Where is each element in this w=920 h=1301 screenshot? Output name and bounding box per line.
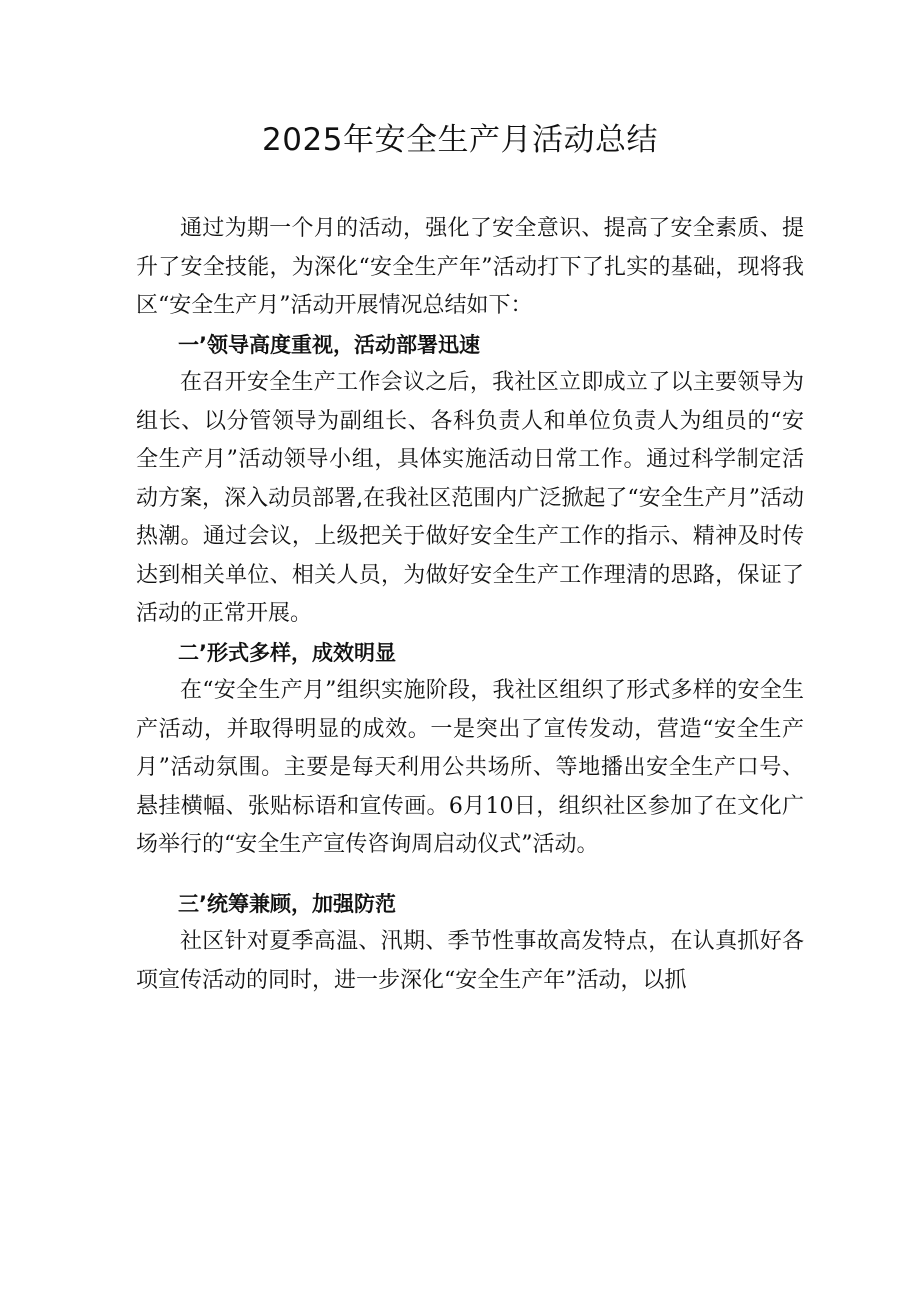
intro-paragraph: 通过为期一个月的活动，强化了安全意识、提高了安全素质、提升了安全技能，为深化“安全生产年”活动打下了扎实的基础，现将我区“安全生产月”活动开展情况总结如下： — [136, 216, 804, 318]
section-heading-3: 三’统筹兼顾，加强防范 — [178, 891, 396, 916]
document-title: 2025年安全生产月活动总结 — [262, 122, 658, 158]
document-body — [136, 210, 804, 1000]
section-1-paragraph: 在召开安全生产工作会议之后，我社区立即成立了以主要领导为组长、以分管领导为副组长、各科负责人和单位负责人为组员的“安全生产月”活动领导小组，具体实施活动日常工作。通过科学制定活动方案，深入动员部署,在我社区范围内广泛掀起了“安全生产月”活动热潮。通过会议，上级把关于做好安全生产工作的指示、精神及时传达到相关单位、相关人员，为做好安全生产工作理清的思路，保证了活动的正常开展。 — [136, 370, 804, 626]
section-2-paragraph: 在“安全生产月”组织实施阶段，我社区组织了形式多样的安全生产活动，并取得明显的成效。一是突出了宣传发动，营造“安全生产月”活动氛围。主要是每天利用公共场所、等地播出安全生产口号、悬挂横幅、张贴标语和宣传画。6月10日，组织社区参加了在文化广场举行的“安全生产宣传咨询周启动仪式”活动。 — [136, 678, 804, 857]
section-3-paragraph: 社区针对夏季高温、汛期、季节性事故高发特点，在认真抓好各项宣传活动的同时，进一步深化“安全生产年”活动，以抓 — [136, 929, 804, 993]
section-heading-2: 二’形式多样，成效明显 — [178, 640, 396, 665]
section-spacer — [136, 865, 804, 885]
section-heading-1: 一’领导高度重视，活动部署迅速 — [178, 332, 480, 357]
